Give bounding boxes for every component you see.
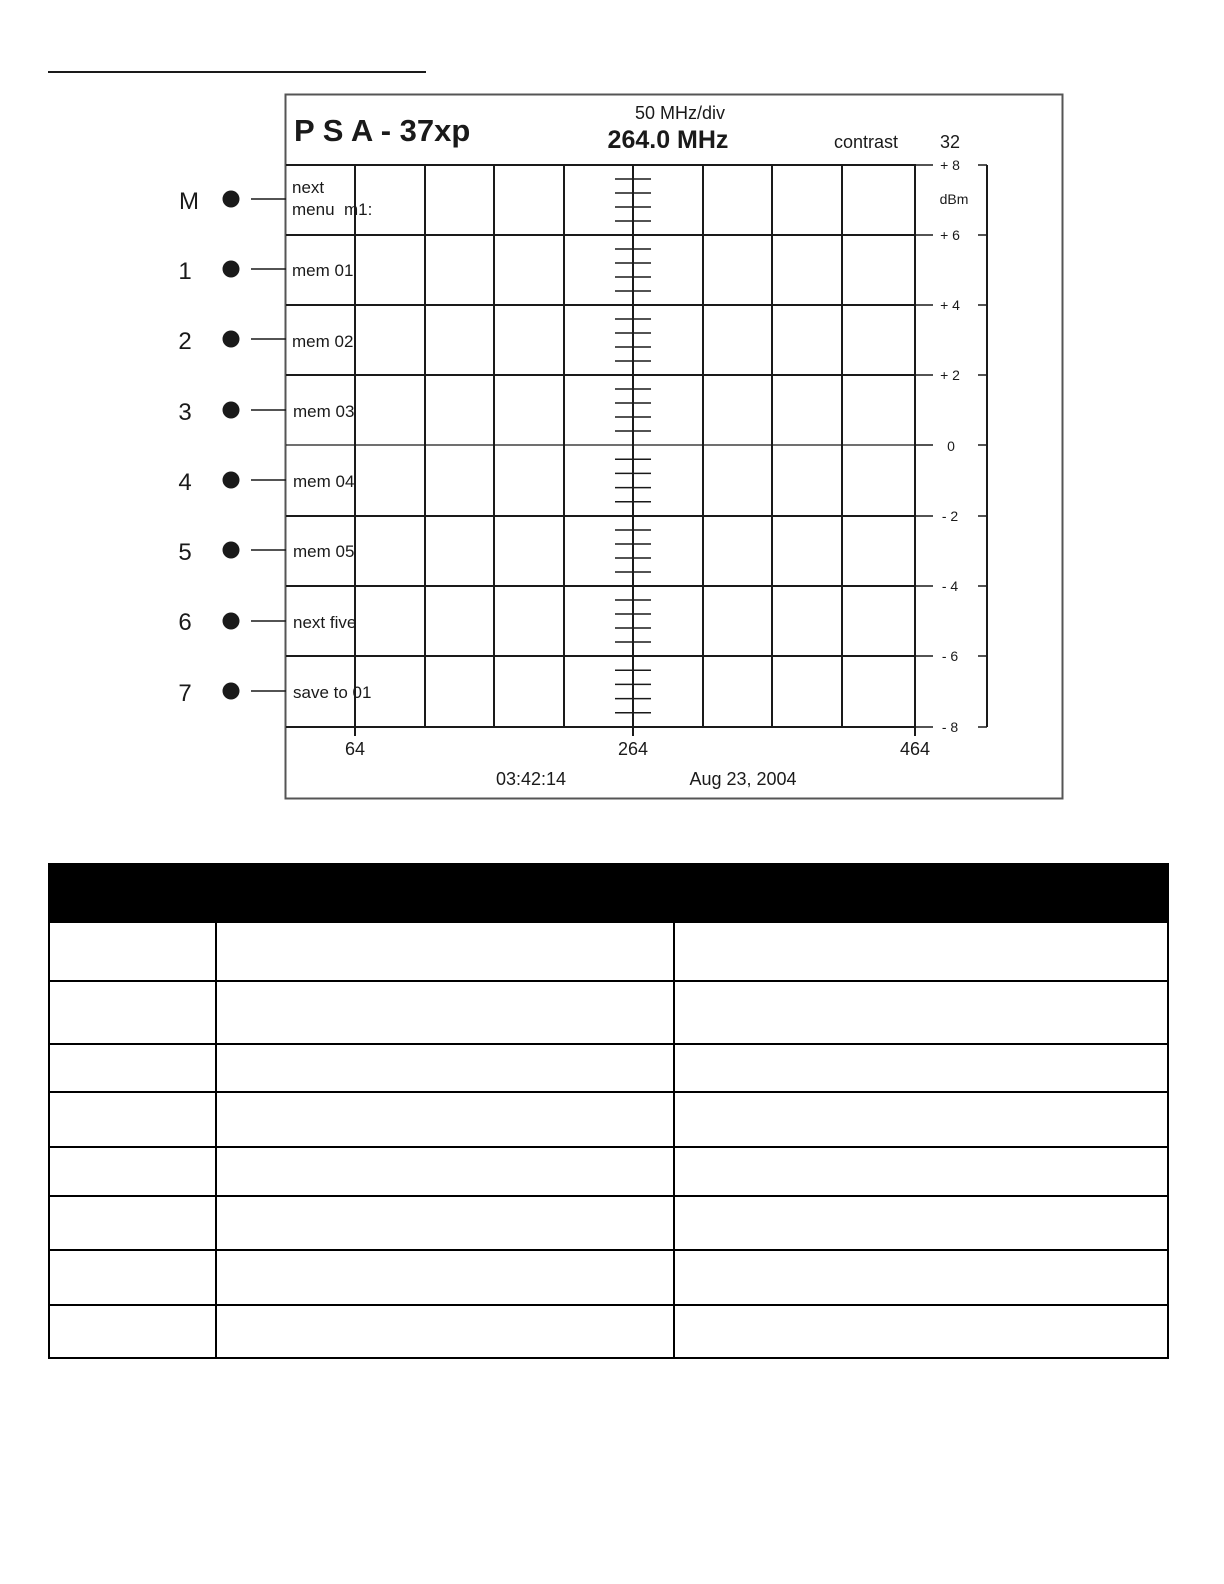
table-cell — [674, 1250, 1168, 1305]
contrast-label: contrast — [834, 132, 899, 152]
date-readout: Aug 23, 2004 — [689, 769, 797, 789]
table-header-cell — [49, 864, 216, 922]
y-tick-label: + 6 — [940, 227, 960, 243]
softkey-dot[interactable] — [223, 402, 240, 419]
softkey-label: mem 01 — [292, 261, 354, 280]
table-cell — [674, 1196, 1168, 1250]
unit-label: dBm — [939, 191, 969, 207]
table-cell — [49, 1044, 216, 1092]
table-cell — [674, 1147, 1168, 1196]
y-tick-label: + 2 — [940, 367, 960, 383]
softkey-key: 3 — [178, 399, 192, 426]
y-tick-label: 0 — [947, 438, 955, 454]
table-cell — [49, 1147, 216, 1196]
softkey-key: 4 — [178, 469, 192, 496]
y-tick-label: - 4 — [941, 578, 959, 594]
table-cell — [49, 922, 216, 981]
softkey-label-line1: next — [292, 178, 325, 197]
table-cell — [216, 1147, 674, 1196]
softkey-dot[interactable] — [223, 261, 240, 278]
table-cell — [216, 981, 674, 1044]
softkey-dot[interactable] — [223, 191, 240, 208]
softkey-label: mem 04 — [293, 472, 355, 491]
table-cell — [49, 1196, 216, 1250]
softkey-label: save to 01 — [293, 683, 372, 702]
softkey-label: mem 03 — [293, 402, 355, 421]
table-cell — [674, 1305, 1168, 1358]
table-row — [49, 1196, 1168, 1250]
y-tick-label: + 8 — [940, 157, 960, 173]
center-frequency: 264.0 MHz — [607, 126, 729, 154]
table-cell — [674, 981, 1168, 1044]
table-row — [49, 922, 1168, 981]
table-cell — [674, 1044, 1168, 1092]
legend-table — [48, 863, 1169, 1359]
table-cell — [49, 1250, 216, 1305]
softkey-key: 5 — [178, 539, 192, 566]
softkey-key: 1 — [178, 258, 192, 285]
table-row — [49, 1250, 1168, 1305]
table-cell — [216, 1250, 674, 1305]
table-cell — [49, 1092, 216, 1147]
table-cell — [49, 1305, 216, 1358]
softkey-dot[interactable] — [223, 331, 240, 348]
softkey-label: mem 05 — [293, 542, 355, 561]
table-cell — [216, 1092, 674, 1147]
table-cell — [49, 981, 216, 1044]
softkey-key: 6 — [178, 609, 192, 636]
table-cell — [674, 922, 1168, 981]
table-row — [49, 1092, 1168, 1147]
table-row — [49, 981, 1168, 1044]
x-tick-label: 64 — [344, 739, 366, 759]
y-tick-label: - 2 — [941, 508, 959, 524]
softkey-key: 2 — [178, 328, 192, 355]
x-tick-label: 264 — [617, 739, 649, 759]
span-per-div: 50 MHz/div — [634, 103, 726, 123]
table-cell — [216, 922, 674, 981]
softkey-dot[interactable] — [223, 472, 240, 489]
contrast-value: 32 — [940, 132, 961, 152]
table-cell — [216, 1196, 674, 1250]
table-cell — [674, 1092, 1168, 1147]
softkey-dot[interactable] — [223, 613, 240, 630]
table-header-row — [49, 864, 1168, 922]
x-tick-label: 464 — [899, 739, 931, 759]
table-cell — [216, 1044, 674, 1092]
y-tick-label: - 6 — [941, 648, 959, 664]
softkey-6[interactable] — [178, 609, 356, 636]
model-name: P S A - 37xp — [294, 113, 471, 148]
softkey-2[interactable] — [178, 328, 353, 355]
table-header-cell — [674, 864, 1168, 922]
softkey-label-line2: menu m1: — [292, 200, 373, 219]
softkey-label: next five — [293, 613, 357, 632]
softkey-key: 7 — [178, 680, 192, 707]
softkey-label: mem 02 — [292, 332, 354, 351]
time-readout: 03:42:14 — [495, 769, 567, 789]
softkey-dot[interactable] — [223, 542, 240, 559]
table-cell — [216, 1305, 674, 1358]
table-row — [49, 1044, 1168, 1092]
table-row — [49, 1147, 1168, 1196]
table-row — [49, 1305, 1168, 1358]
softkey-dot[interactable] — [223, 683, 240, 700]
table-header-cell — [216, 864, 674, 922]
y-tick-label: - 8 — [941, 719, 959, 735]
y-tick-label: + 4 — [940, 297, 960, 313]
softkey-key: M — [179, 188, 199, 215]
